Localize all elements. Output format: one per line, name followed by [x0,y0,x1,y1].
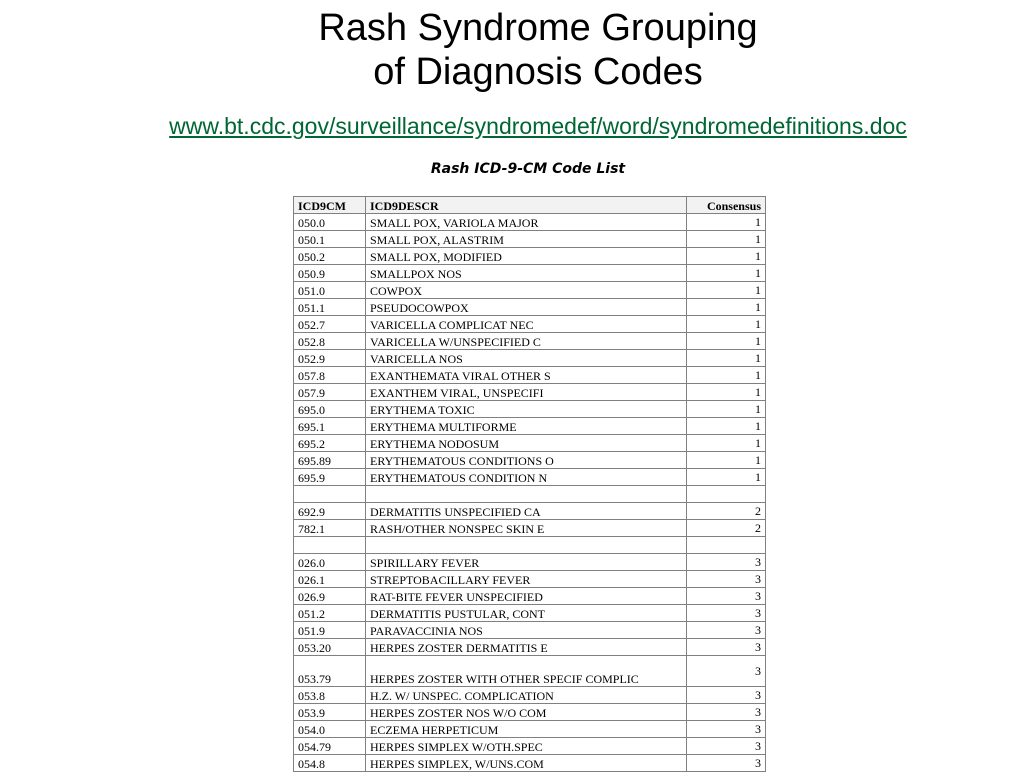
description-cell: ERYTHEMA NODOSUM [366,435,687,452]
slide-title-line-2: of Diagnosis Codes [373,51,703,93]
consensus-cell: 3 [687,588,766,605]
table-row [294,435,766,452]
table-row [294,248,766,265]
code-cell: 050.2 [294,248,366,265]
consensus-cell: 1 [687,452,766,469]
consensus-cell: 2 [687,503,766,520]
consensus-cell: 1 [687,401,766,418]
slide-title [0,6,1024,94]
code-cell: 052.9 [294,350,366,367]
consensus-cell: 3 [687,605,766,622]
code-cell: 695.0 [294,401,366,418]
description-cell: EXANTHEM VIRAL, UNSPECIFI [366,384,687,401]
code-cell: 026.0 [294,554,366,571]
consensus-cell: 1 [687,469,766,486]
table-row [294,282,766,299]
code-cell: 053.79 [294,656,366,687]
table-row [294,721,766,738]
consensus-cell: 3 [687,687,766,704]
description-cell: DERMATITIS UNSPECIFIED CA [366,503,687,520]
description-cell: HERPES ZOSTER DERMATITIS E [366,639,687,656]
consensus-cell: 3 [687,704,766,721]
description-cell: RAT-BITE FEVER UNSPECIFIED [366,588,687,605]
table-row [294,704,766,721]
header-consensus: Consensus [687,197,766,214]
consensus-cell: 3 [687,738,766,755]
table-row [294,687,766,704]
table-row [294,486,766,503]
table-row [294,588,766,605]
description-cell: ERYTHEMA MULTIFORME [366,418,687,435]
table-row [294,265,766,282]
description-cell: SMALL POX, VARIOLA MAJOR [366,214,687,231]
code-cell: 052.7 [294,316,366,333]
code-cell: 052.8 [294,333,366,350]
table-row [294,418,766,435]
code-cell: 050.1 [294,231,366,248]
code-cell: 695.9 [294,469,366,486]
table-row [294,299,766,316]
description-cell: COWPOX [366,282,687,299]
code-cell: 692.9 [294,503,366,520]
description-cell: SMALLPOX NOS [366,265,687,282]
description-cell: EXANTHEMATA VIRAL OTHER S [366,367,687,384]
description-cell [366,537,687,554]
slide-title-line-1: Rash Syndrome Grouping [318,7,758,49]
description-cell: SMALL POX, ALASTRIM [366,231,687,248]
table-caption: Rash ICD-9-CM Code List [430,161,626,177]
code-cell: 026.1 [294,571,366,588]
table-row [294,571,766,588]
code-cell: 782.1 [294,520,366,537]
description-cell: DERMATITIS PUSTULAR, CONT [366,605,687,622]
code-cell: 695.89 [294,452,366,469]
table-row [294,231,766,248]
code-cell: 026.9 [294,588,366,605]
consensus-cell: 3 [687,656,766,687]
table-header-row [294,197,766,214]
description-cell [366,486,687,503]
header-icd9cm: ICD9CM [294,197,366,214]
table-body [294,214,766,772]
table-row [294,384,766,401]
header-icd9descr: ICD9DESCR [366,197,687,214]
table-row [294,316,766,333]
description-cell: ERYTHEMA TOXIC [366,401,687,418]
description-cell: HERPES ZOSTER WITH OTHER SPECIF COMPLIC [366,656,687,687]
consensus-cell: 1 [687,418,766,435]
consensus-cell: 1 [687,265,766,282]
table-row [294,738,766,755]
consensus-cell: 3 [687,554,766,571]
description-cell: ECZEMA HERPETICUM [366,721,687,738]
table-row [294,214,766,231]
table-row [294,401,766,418]
code-cell: 050.0 [294,214,366,231]
table-row [294,367,766,384]
description-cell: VARICELLA COMPLICAT NEC [366,316,687,333]
consensus-cell: 1 [687,316,766,333]
code-cell: 051.9 [294,622,366,639]
source-link[interactable]: www.bt.cdc.gov/surveillance/syndromedef/word/syndromedefinitions.doc [169,113,907,139]
code-cell [294,486,366,503]
description-cell: SPIRILLARY FEVER [366,554,687,571]
table-row [294,452,766,469]
consensus-cell: 1 [687,231,766,248]
consensus-cell: 3 [687,622,766,639]
consensus-cell: 1 [687,299,766,316]
description-cell: PARAVACCINIA NOS [366,622,687,639]
code-cell [294,537,366,554]
code-cell: 053.8 [294,687,366,704]
consensus-cell: 3 [687,755,766,772]
consensus-cell: 3 [687,639,766,656]
consensus-cell [687,537,766,554]
consensus-cell: 1 [687,333,766,350]
consensus-cell: 1 [687,282,766,299]
code-cell: 695.2 [294,435,366,452]
table-row [294,656,766,687]
code-cell: 057.8 [294,367,366,384]
description-cell: HERPES SIMPLEX, W/UNS.COM [366,755,687,772]
code-cell: 051.1 [294,299,366,316]
code-cell: 050.9 [294,265,366,282]
consensus-cell: 1 [687,350,766,367]
code-cell: 051.2 [294,605,366,622]
table-row [294,537,766,554]
consensus-cell: 3 [687,721,766,738]
table-row [294,503,766,520]
table-row [294,520,766,537]
description-cell: H.Z. W/ UNSPEC. COMPLICATION [366,687,687,704]
consensus-cell: 3 [687,571,766,588]
consensus-cell [687,486,766,503]
description-cell: HERPES SIMPLEX W/OTH.SPEC [366,738,687,755]
consensus-cell: 1 [687,435,766,452]
consensus-cell: 1 [687,384,766,401]
table-row [294,605,766,622]
description-cell: RASH/OTHER NONSPEC SKIN E [366,520,687,537]
table-row [294,755,766,772]
description-cell: SMALL POX, MODIFIED [366,248,687,265]
table-row [294,350,766,367]
table-row [294,622,766,639]
code-cell: 054.8 [294,755,366,772]
consensus-cell: 1 [687,214,766,231]
description-cell: ERYTHEMATOUS CONDITION N [366,469,687,486]
table-row [294,554,766,571]
description-cell: HERPES ZOSTER NOS W/O COM [366,704,687,721]
code-cell: 057.9 [294,384,366,401]
description-cell: VARICELLA NOS [366,350,687,367]
icd9-code-table [293,196,766,772]
description-cell: PSEUDOCOWPOX [366,299,687,316]
description-cell: VARICELLA W/UNSPECIFIED C [366,333,687,350]
code-cell: 053.20 [294,639,366,656]
description-cell: STREPTOBACILLARY FEVER [366,571,687,588]
description-cell: ERYTHEMATOUS CONDITIONS O [366,452,687,469]
consensus-cell: 1 [687,367,766,384]
table-row [294,469,766,486]
table-row [294,639,766,656]
code-cell: 054.0 [294,721,366,738]
code-cell: 051.0 [294,282,366,299]
code-cell: 053.9 [294,704,366,721]
code-cell: 695.1 [294,418,366,435]
consensus-cell: 2 [687,520,766,537]
table-row [294,333,766,350]
consensus-cell: 1 [687,248,766,265]
code-cell: 054.79 [294,738,366,755]
